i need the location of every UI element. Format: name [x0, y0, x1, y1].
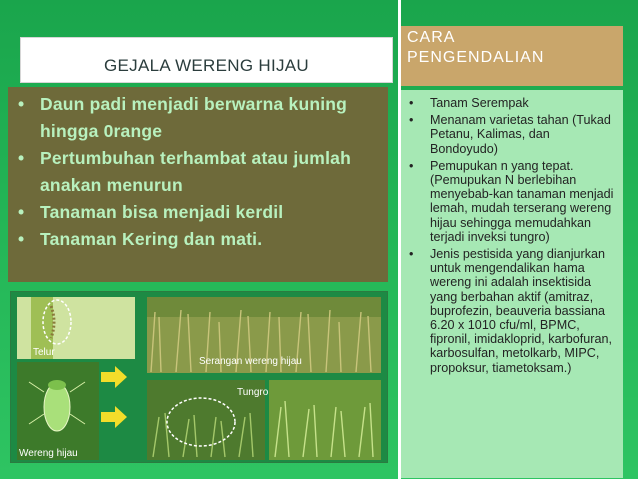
left-title: GEJALA WERENG HIJAU	[103, 56, 310, 75]
symptom-item: • Tanaman bisa menjadi kerdil	[18, 202, 284, 222]
tungro-label: Tungro	[237, 387, 269, 398]
control-item: • Pemupukan n yang tepat. (Pemupukan N berlebihan menyebab-kan tanaman menjadi lemah, mudah terserang wereng hijau sehingga memudahkan terjadi inveksi tungro)	[409, 158, 614, 244]
attack-label: Serangan wereng hijau	[199, 356, 302, 367]
control-item: • Tanam Serempak	[409, 96, 529, 110]
symptoms-panel	[8, 87, 388, 282]
control-list	[401, 90, 623, 375]
egg-label: Telur	[33, 347, 55, 358]
symptom-photo-collage	[10, 291, 388, 463]
symptom-item: • Daun padi menjadi berwarna kuning hingga 0range	[18, 94, 348, 141]
symptom-item: • Pertumbuhan terhambat atau jumlah anakan menurun	[18, 148, 351, 195]
symptoms-list	[18, 91, 378, 253]
control-title-box	[401, 26, 623, 86]
control-title-line1: CARA	[407, 29, 456, 46]
control-item: • Jenis pestisida yang dianjurkan untuk mengendalikan hama wereng ini adalah insektisida yang berbahan aktif (amitraz, buprofezin, beauveria bassiana 6.20 x 1010 cfu/ml, BPMC, fipronil, imidakloprid, karbofuran, karbosulfan, metolkarb, MIPC, propoksur, tiametoksam.)	[409, 247, 612, 375]
control-item: • Menanam varietas tahan (Tukad Petanu, Kalimas, dan Bondoyudo)	[409, 113, 611, 156]
insect-label: Wereng hijau	[19, 448, 78, 459]
left-title-box	[20, 37, 393, 83]
control-title-line2: PENGENDALIAN	[407, 49, 545, 66]
symptom-item: • Tanaman Kering dan mati.	[18, 229, 263, 249]
control-panel	[401, 90, 623, 478]
